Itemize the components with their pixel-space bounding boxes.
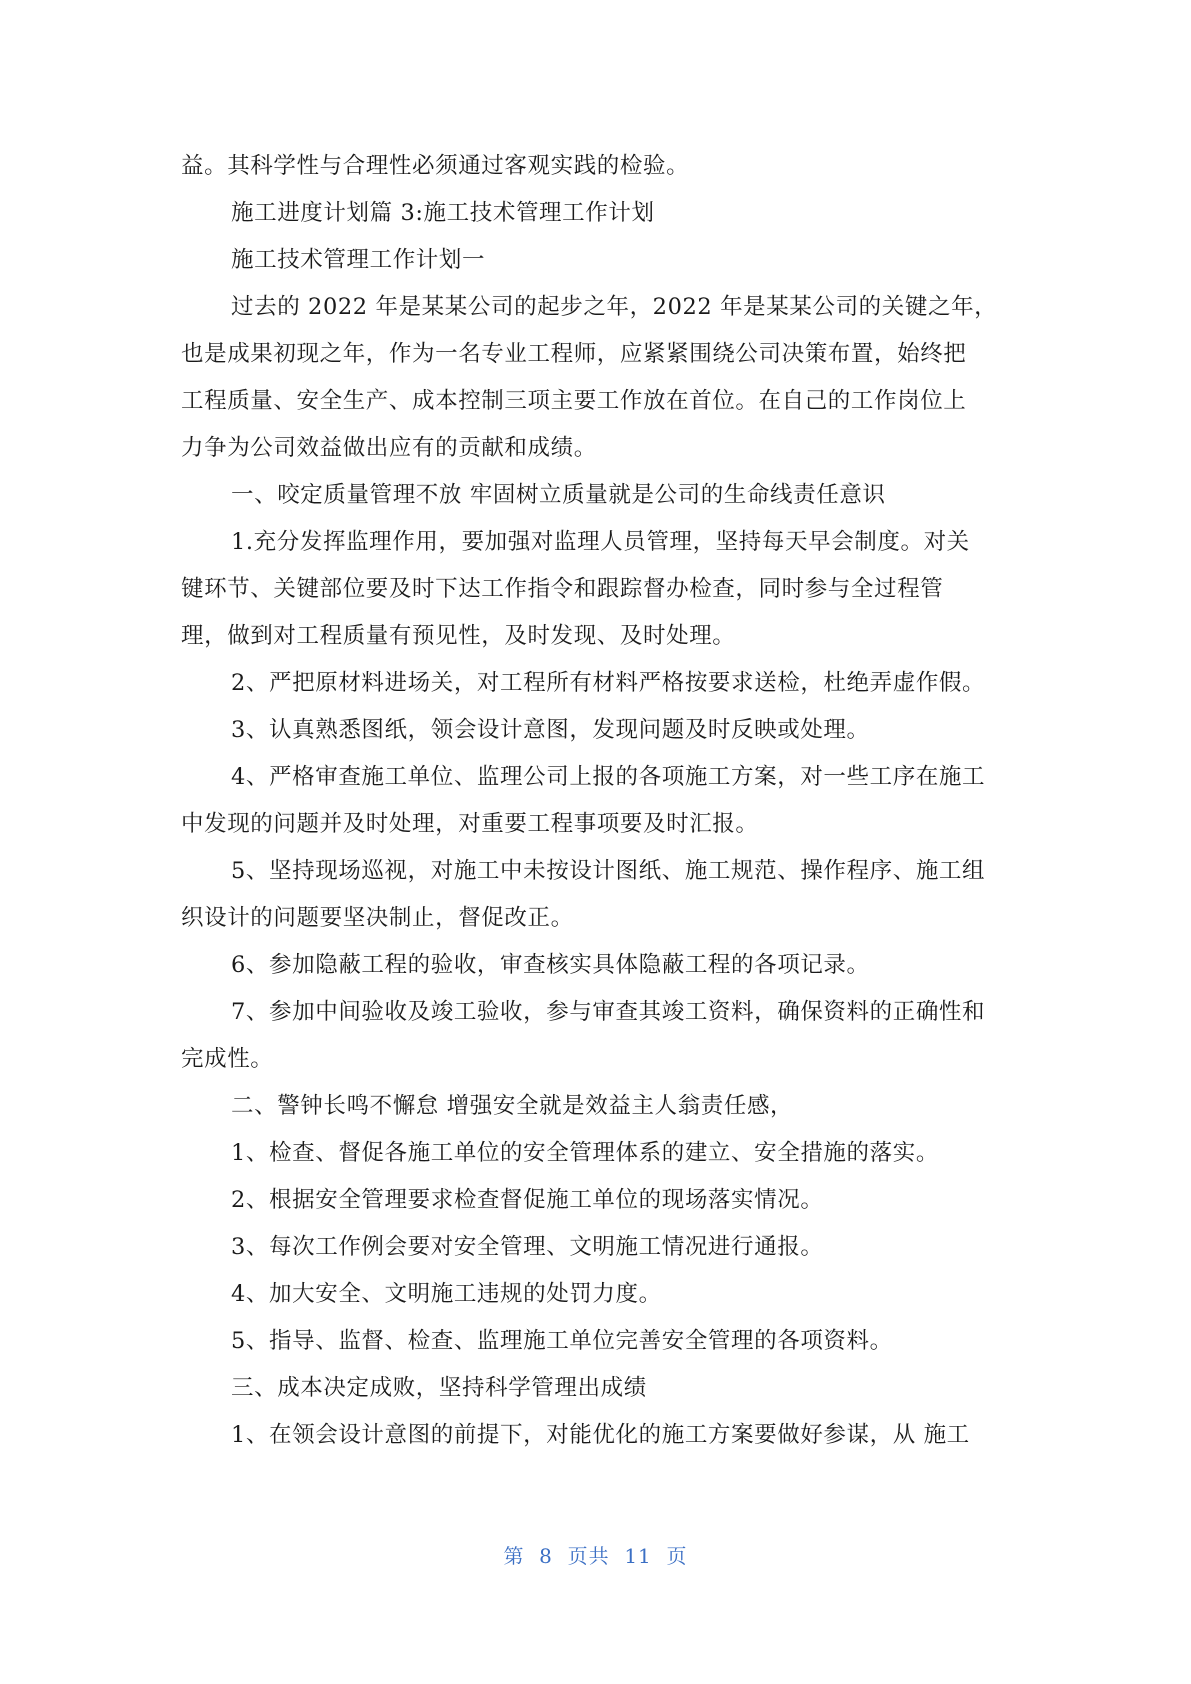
text-line: 2、根据安全管理要求检查督促施工单位的现场落实情况。 xyxy=(231,1187,824,1213)
text-line: 三、成本决定成败，坚持科学管理出成绩 xyxy=(231,1375,647,1401)
text-line: 1、检查、督促各施工单位的安全管理体系的建立、安全措施的落实。 xyxy=(231,1140,939,1166)
text-line: 织设计的问题要坚决制止，督促改正。 xyxy=(181,905,574,931)
text-line: 施工技术管理工作计划一 xyxy=(231,247,486,273)
page-number-footer: 第 8 页共 11 页 xyxy=(503,1544,688,1568)
text-line: 6、参加隐蔽工程的验收，审查核实具体隐蔽工程的各项记录。 xyxy=(231,952,870,978)
text-line: 5、指导、监督、检查、监理施工单位完善安全管理的各项资料。 xyxy=(231,1328,893,1354)
text-line: 一、咬定质量管理不放 牢固树立质量就是公司的生命线责任意识 xyxy=(231,482,886,508)
text-line: 1、在领会设计意图的前提下，对能优化的施工方案要做好参谋，从 施工 xyxy=(231,1422,970,1448)
text-line: 键环节、关键部位要及时下达工作指令和跟踪督办检查，同时参与全过程管 xyxy=(181,576,944,602)
text-line: 益。其科学性与合理性必须通过客观实践的检验。 xyxy=(181,153,690,179)
text-line: 理，做到对工程质量有预见性，及时发现、及时处理。 xyxy=(181,623,736,649)
text-line: 4、加大安全、文明施工违规的处罚力度。 xyxy=(231,1281,662,1307)
text-line: 1.充分发挥监理作用，要加强对监理人员管理，坚持每天早会制度。对关 xyxy=(231,529,970,555)
text-line: 3、认真熟悉图纸，领会设计意图，发现问题及时反映或处理。 xyxy=(231,717,870,743)
text-line: 7、参加中间验收及竣工验收，参与审查其竣工资料，确保资料的正确性和 xyxy=(231,999,986,1025)
text-line: 工程质量、安全生产、成本控制三项主要工作放在首位。在自己的工作岗位上 xyxy=(181,388,967,414)
text-line: 2、严把原材料进场关，对工程所有材料严格按要求送检，杜绝弄虚作假。 xyxy=(231,670,986,696)
text-line: 也是成果初现之年，作为一名专业工程师，应紧紧围绕公司决策布置，始终把 xyxy=(181,341,967,367)
text-line: 过去的 2022 年是某某公司的起步之年，2022 年是某某公司的关键之年， xyxy=(231,294,998,320)
document-body xyxy=(181,143,1011,1459)
text-line: 完成性。 xyxy=(181,1046,274,1072)
text-line: 3、每次工作例会要对安全管理、文明施工情况进行通报。 xyxy=(231,1234,824,1260)
text-line: 二、警钟长鸣不懈怠 增强安全就是效益主人翁责任感， xyxy=(231,1093,794,1119)
text-line: 4、严格审查施工单位、监理公司上报的各项施工方案，对一些工序在施工 xyxy=(231,764,986,790)
text-line: 施工进度计划篇 3:施工技术管理工作计划 xyxy=(231,200,655,226)
text-line: 5、坚持现场巡视，对施工中未按设计图纸、施工规范、操作程序、施工组 xyxy=(231,858,986,884)
text-line: 中发现的问题并及时处理，对重要工程事项要及时汇报。 xyxy=(181,811,759,837)
text-line: 力争为公司效益做出应有的贡献和成绩。 xyxy=(181,435,597,461)
